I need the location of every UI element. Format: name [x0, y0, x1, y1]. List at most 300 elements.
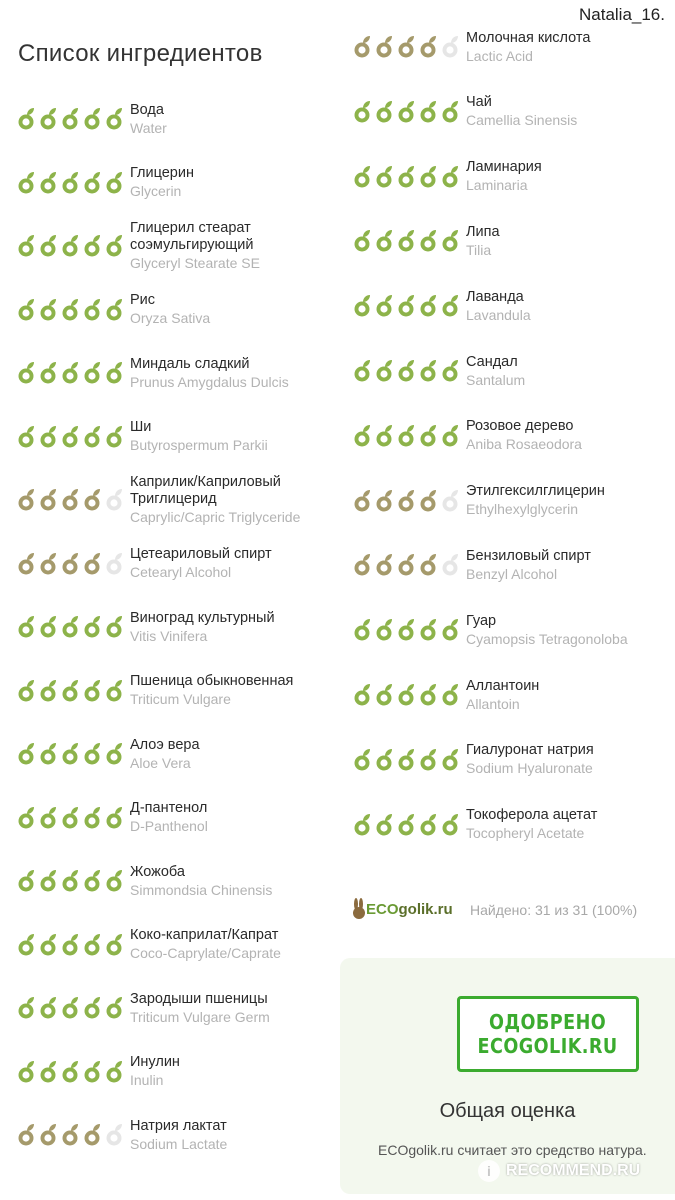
leaf-icon: [60, 615, 81, 639]
leaf-icon: [16, 298, 37, 322]
leaf-icon: [60, 425, 81, 449]
ingredient-name-latin: Glycerin: [130, 183, 182, 199]
ingredient-item[interactable]: [352, 548, 675, 583]
leaf-icon: [104, 298, 125, 322]
ingredient-rating: [352, 294, 466, 318]
leaf-icon: [104, 488, 125, 512]
leaf-icon: [60, 488, 81, 512]
ingredient-names: [466, 613, 628, 648]
leaf-icon: [82, 933, 103, 957]
ingredient-names: [466, 548, 591, 583]
leaf-icon: [60, 107, 81, 131]
ingredient-name-ru: Коко-каприлат/Капрат: [130, 927, 279, 943]
leaf-icon: [352, 100, 373, 124]
leaf-icon: [396, 359, 417, 383]
ingredient-name-ru: Чай: [466, 94, 492, 111]
leaf-icon: [440, 813, 461, 837]
page-title: Список ингредиентов: [18, 40, 263, 67]
ingredient-rating: [352, 359, 466, 383]
ingredient-name-ru: Гуар: [466, 612, 497, 629]
leaf-icon: [38, 171, 59, 195]
logo-eco-text: ECO: [366, 900, 399, 918]
leaf-icon: [82, 234, 103, 258]
ingredient-item[interactable]: [16, 220, 346, 272]
leaf-icon: [440, 424, 461, 448]
ecogolik-logo[interactable]: [352, 898, 453, 920]
ingredient-item[interactable]: [352, 742, 675, 777]
ingredient-name-ru: Розовое дерево: [466, 418, 574, 435]
leaf-icon: [396, 229, 417, 253]
leaf-icon: [38, 1123, 59, 1147]
leaf-icon: [16, 996, 37, 1020]
leaf-icon: [104, 679, 125, 703]
ingredient-names: [466, 807, 597, 842]
rabbit-icon: [352, 898, 366, 920]
ingredient-name-latin: Coco-Caprylate/Caprate: [130, 945, 281, 961]
leaf-icon: [82, 488, 103, 512]
ingredient-item[interactable]: [16, 673, 346, 708]
leaf-icon: [16, 425, 37, 449]
leaf-icon: [396, 165, 417, 189]
leaf-icon: [418, 229, 439, 253]
leaf-icon: [440, 294, 461, 318]
ingredient-names: [130, 927, 281, 962]
ingredient-name-latin: Triticum Vulgare Germ: [130, 1008, 270, 1025]
leaf-icon: [352, 748, 373, 772]
ingredient-name-latin: D-Panthenol: [130, 818, 208, 834]
ingredient-names: [130, 220, 346, 272]
ingredient-item[interactable]: [352, 354, 675, 389]
ingredient-item[interactable]: [16, 292, 346, 327]
ingredient-item[interactable]: [16, 927, 346, 962]
leaf-icon: [82, 1123, 103, 1147]
ingredient-rating: [16, 996, 130, 1020]
leaf-icon: [418, 683, 439, 707]
ingredient-item[interactable]: [16, 474, 346, 526]
leaf-icon: [16, 615, 37, 639]
ingredient-rating: [16, 234, 130, 258]
ingredient-name-latin: Triticum Vulgare: [130, 691, 231, 707]
username: Natalia_16.: [578, 5, 665, 24]
leaf-icon: [396, 683, 417, 707]
leaf-icon: [16, 869, 37, 893]
ingredient-names: [130, 673, 293, 708]
watermark-text: RECOMMEND.RU: [506, 1162, 641, 1179]
leaf-icon: [38, 615, 59, 639]
ingredient-name-latin: Sodium Lactate: [130, 1135, 228, 1152]
ingredient-rating: [16, 869, 130, 893]
ingredient-rating: [352, 489, 466, 513]
ingredient-item[interactable]: [352, 418, 675, 453]
leaf-icon: [440, 489, 461, 513]
ingredient-name-latin: Vitis Vinifera: [130, 627, 208, 644]
ingredient-item[interactable]: [16, 165, 346, 200]
ingredient-names: [130, 102, 167, 137]
leaf-icon: [396, 489, 417, 513]
leaf-icon: [374, 165, 395, 189]
ingredient-names: [466, 742, 594, 777]
ingredient-name-ru: Рис: [130, 292, 156, 308]
leaf-icon: [60, 933, 81, 957]
leaf-icon: [38, 869, 59, 893]
leaf-icon: [418, 359, 439, 383]
ingredient-item[interactable]: [16, 864, 346, 899]
ingredient-item[interactable]: [352, 678, 675, 713]
ingredient-item[interactable]: [16, 356, 346, 391]
ingredient-item[interactable]: [16, 419, 346, 454]
ingredient-name-latin: Camellia Sinensis: [466, 112, 578, 129]
leaf-icon: [82, 361, 103, 385]
ingredient-item[interactable]: [352, 613, 675, 648]
ingredient-name-ru: Жожоба: [130, 863, 185, 880]
leaf-icon: [82, 298, 103, 322]
leaf-icon: [352, 553, 373, 577]
leaf-icon: [440, 229, 461, 253]
leaf-icon: [82, 552, 103, 576]
leaf-icon: [16, 679, 37, 703]
ingredient-names: [466, 289, 531, 324]
ingredient-rating: [352, 683, 466, 707]
ingredient-name-latin: Aniba Rosaeodora: [466, 436, 582, 453]
ingredient-item[interactable]: [352, 483, 675, 518]
leaf-icon: [352, 683, 373, 707]
leaf-icon: [60, 171, 81, 195]
leaf-icon: [60, 1123, 81, 1147]
ingredient-rating: [352, 618, 466, 642]
ingredient-names: [130, 474, 346, 526]
leaf-icon: [374, 294, 395, 318]
leaf-icon: [16, 933, 37, 957]
ingredient-names: [466, 224, 500, 259]
leaf-icon: [104, 234, 125, 258]
leaf-icon: [104, 742, 125, 766]
ingredient-item[interactable]: [352, 807, 675, 842]
ingredient-rating: [352, 748, 466, 772]
ingredient-names: [130, 800, 208, 835]
ingredient-item[interactable]: [16, 102, 346, 137]
leaf-icon: [352, 489, 373, 513]
ingredient-rating: [16, 488, 130, 512]
ingredient-name-latin: Allantoin: [466, 695, 520, 712]
leaf-icon: [418, 748, 439, 772]
leaf-icon: [16, 806, 37, 830]
leaf-icon: [374, 553, 395, 577]
leaf-icon: [16, 552, 37, 576]
leaf-icon: [38, 933, 59, 957]
ingredient-name-ru: Молочная кислота: [466, 29, 591, 46]
ingredient-names: [130, 1054, 180, 1089]
leaf-icon: [104, 869, 125, 893]
leaf-icon: [374, 359, 395, 383]
leaf-icon: [60, 996, 81, 1020]
leaf-icon: [60, 1060, 81, 1084]
ingredient-item[interactable]: [352, 289, 675, 324]
leaf-icon: [104, 107, 125, 131]
ingredient-name-latin: Cetearyl Alcohol: [130, 564, 232, 580]
found-count: Найдено: 31 из 31 (100%): [470, 902, 638, 918]
ingredient-name-ru: Ламинария: [466, 159, 542, 176]
leaf-icon: [60, 869, 81, 893]
leaf-icon: [38, 298, 59, 322]
leaf-icon: [418, 35, 439, 59]
leaf-icon: [440, 553, 461, 577]
ingredient-name-latin: Aloe Vera: [130, 754, 191, 771]
ingredient-item[interactable]: [16, 991, 346, 1026]
leaf-icon: [16, 742, 37, 766]
ingredient-names: [130, 1118, 227, 1153]
ingredient-names: [130, 991, 270, 1026]
leaf-icon: [418, 618, 439, 642]
ingredient-name-ru: Зародыши пшеницы: [130, 990, 268, 1007]
ingredient-name-latin: Benzyl Alcohol: [466, 565, 558, 582]
ingredient-names: [466, 418, 582, 453]
ingredient-name-ru: Цетеариловый спирт: [130, 546, 272, 562]
leaf-icon: [60, 552, 81, 576]
leaf-icon: [60, 679, 81, 703]
ingredient-rating: [16, 361, 130, 385]
ingredient-rating: [16, 1123, 130, 1147]
ingredient-name-latin: Lactic Acid: [466, 47, 533, 64]
ingredient-rating: [16, 806, 130, 830]
leaf-icon: [440, 100, 461, 124]
ingredient-names: [130, 419, 268, 454]
ingredient-name-latin: Laminaria: [466, 177, 528, 194]
ingredient-item[interactable]: [352, 30, 675, 65]
leaf-icon: [104, 1123, 125, 1147]
ingredient-name-latin: Tilia: [466, 241, 492, 258]
leaf-icon: [352, 813, 373, 837]
ingredient-name-ru: Вода: [130, 101, 164, 118]
ingredient-name-latin: Butyrospermum Parkii: [130, 437, 268, 453]
ingredient-names: [130, 356, 289, 391]
ingredient-rating: [352, 553, 466, 577]
ingredient-name-latin: Lavandula: [466, 306, 531, 323]
ingredient-name-latin: Tocopheryl Acetate: [466, 825, 585, 842]
ingredient-rating: [352, 229, 466, 253]
leaf-icon: [440, 165, 461, 189]
ingredient-name-latin: Caprylic/Capric Triglyceride: [130, 509, 301, 525]
leaf-icon: [352, 424, 373, 448]
leaf-icon: [374, 100, 395, 124]
ingredient-item[interactable]: [16, 737, 346, 772]
ingredient-names: [466, 30, 590, 65]
leaf-icon: [82, 1060, 103, 1084]
ingredient-names: [130, 737, 200, 772]
ingredient-rating: [16, 171, 130, 195]
leaf-icon: [374, 424, 395, 448]
ingredient-item[interactable]: [352, 94, 675, 129]
leaf-icon: [38, 996, 59, 1020]
ingredient-item[interactable]: [16, 610, 346, 645]
leaf-icon: [396, 618, 417, 642]
ingredient-name-latin: Water: [130, 119, 167, 136]
watermark-icon: i: [478, 1160, 500, 1182]
ingredient-name-latin: Glyceryl Stearate SE: [130, 255, 260, 271]
recommend-watermark: [478, 1160, 640, 1182]
leaf-icon: [396, 294, 417, 318]
overall-rating-heading: Общая оценка: [439, 1100, 576, 1122]
leaf-icon: [418, 165, 439, 189]
leaf-icon: [60, 742, 81, 766]
ingredient-name-ru: Д-пантенол: [130, 800, 208, 816]
stamp-line-1: ОДОБРЕНО: [489, 1010, 607, 1034]
leaf-icon: [38, 425, 59, 449]
ingredient-name-latin: Oryza Sativa: [130, 310, 211, 326]
leaf-icon: [396, 553, 417, 577]
ingredient-name-latin: Inulin: [130, 1072, 164, 1088]
ingredient-rating: [16, 107, 130, 131]
leaf-icon: [352, 229, 373, 253]
ingredient-rating: [352, 813, 466, 837]
leaf-icon: [82, 869, 103, 893]
stamp-line-2: ECOGOLIK.RU: [477, 1034, 619, 1058]
ingredient-names: [130, 864, 272, 899]
leaf-icon: [352, 294, 373, 318]
leaf-icon: [440, 618, 461, 642]
ingredient-name-latin: Sodium Hyaluronate: [466, 760, 593, 777]
ingredient-name-ru: Инулин: [130, 1054, 180, 1070]
ingredient-name-ru: Лаванда: [466, 288, 524, 305]
leaf-icon: [352, 165, 373, 189]
ingredient-rating: [352, 165, 466, 189]
ingredient-item[interactable]: [352, 159, 675, 194]
ingredient-rating: [16, 679, 130, 703]
leaf-icon: [60, 806, 81, 830]
leaf-icon: [38, 361, 59, 385]
leaf-icon: [352, 35, 373, 59]
leaf-icon: [374, 683, 395, 707]
leaf-icon: [418, 553, 439, 577]
ingredient-name-ru: Токоферола ацетат: [466, 807, 598, 824]
ingredient-rating: [352, 424, 466, 448]
ingredient-name-ru: Глицерил стеарат соэмульгирующий: [130, 220, 254, 253]
ingredient-item[interactable]: [16, 1054, 346, 1089]
ingredient-names: [130, 610, 275, 645]
leaf-icon: [104, 996, 125, 1020]
leaf-icon: [38, 679, 59, 703]
leaf-icon: [82, 425, 103, 449]
ingredient-item[interactable]: [16, 546, 346, 581]
leaf-icon: [104, 1060, 125, 1084]
leaf-icon: [16, 1060, 37, 1084]
leaf-icon: [374, 35, 395, 59]
ingredient-rating: [16, 615, 130, 639]
leaf-icon: [104, 171, 125, 195]
ingredient-rating: [16, 552, 130, 576]
leaf-icon: [104, 933, 125, 957]
leaf-icon: [38, 806, 59, 830]
leaf-icon: [374, 813, 395, 837]
logo-golik-text: golik.ru: [398, 900, 453, 918]
ingredient-name-ru: Миндаль сладкий: [130, 355, 250, 372]
leaf-icon: [104, 425, 125, 449]
leaf-icon: [82, 806, 103, 830]
ingredient-name-latin: Prunus Amygdalus Dulcis: [130, 373, 289, 390]
ingredient-rating: [16, 298, 130, 322]
ingredient-names: [466, 354, 525, 389]
ingredient-names: [130, 165, 194, 200]
leaf-icon: [38, 488, 59, 512]
ingredient-item[interactable]: [16, 1118, 346, 1153]
ingredient-name-latin: Santalum: [466, 371, 526, 388]
leaf-icon: [374, 489, 395, 513]
leaf-icon: [82, 107, 103, 131]
leaf-icon: [104, 552, 125, 576]
ingredient-rating: [352, 35, 466, 59]
summary-panel: [340, 958, 675, 1194]
leaf-icon: [374, 618, 395, 642]
ingredient-name-ru: Алоэ вера: [130, 736, 200, 753]
ingredient-name-ru: Натрия лактат: [130, 1117, 227, 1134]
ingredient-rating: [16, 425, 130, 449]
leaf-icon: [396, 748, 417, 772]
ingredient-names: [466, 159, 542, 194]
ingredient-name-ru: Ши: [130, 419, 152, 435]
leaf-icon: [418, 424, 439, 448]
ingredient-item[interactable]: [16, 800, 346, 835]
ingredient-name-ru: Виноград культурный: [130, 609, 275, 626]
leaf-icon: [440, 748, 461, 772]
ingredient-name-ru: Глицерин: [130, 165, 194, 181]
leaf-icon: [38, 552, 59, 576]
leaf-icon: [16, 361, 37, 385]
leaf-icon: [104, 361, 125, 385]
ingredient-name-ru: Аллантоин: [466, 677, 540, 694]
leaf-icon: [60, 234, 81, 258]
leaf-icon: [16, 488, 37, 512]
leaf-icon: [374, 229, 395, 253]
leaf-icon: [82, 171, 103, 195]
ingredient-item[interactable]: [352, 224, 675, 259]
leaf-icon: [16, 1123, 37, 1147]
leaf-icon: [418, 813, 439, 837]
ingredient-name-latin: Cyamopsis Tetragonoloba: [466, 630, 628, 647]
ingredient-rating: [16, 1060, 130, 1084]
leaf-icon: [440, 359, 461, 383]
ingredient-name-ru: Этилгексилглицерин: [466, 483, 605, 500]
leaf-icon: [396, 813, 417, 837]
ingredient-names: [466, 678, 539, 713]
leaf-icon: [60, 298, 81, 322]
ingredient-names: [466, 94, 577, 129]
ingredient-names: [130, 292, 210, 327]
ingredient-names: [466, 483, 605, 518]
ingredient-name-latin: Simmondsia Chinensis: [130, 881, 273, 898]
leaf-icon: [82, 679, 103, 703]
leaf-icon: [38, 1060, 59, 1084]
leaf-icon: [352, 359, 373, 383]
leaf-icon: [82, 996, 103, 1020]
leaf-icon: [82, 742, 103, 766]
leaf-icon: [16, 234, 37, 258]
leaf-icon: [396, 100, 417, 124]
leaf-icon: [440, 683, 461, 707]
leaf-icon: [418, 294, 439, 318]
ingredient-name-ru: Гиалуронат натрия: [466, 742, 594, 759]
ingredient-name-latin: Ethylhexylglycerin: [466, 501, 579, 518]
ingredient-name-ru: Пшеница обыкновенная: [130, 673, 294, 689]
ingredient-name-ru: Каприлик/Каприловый Триглицерид: [130, 474, 281, 507]
ingredient-name-ru: Сандал: [466, 353, 518, 370]
approved-stamp: [457, 996, 639, 1072]
leaf-icon: [396, 35, 417, 59]
ingredient-name-ru: Липа: [466, 223, 500, 240]
leaf-icon: [82, 615, 103, 639]
leaf-icon: [396, 424, 417, 448]
leaf-icon: [60, 361, 81, 385]
ingredient-name-ru: Бензиловый спирт: [466, 547, 591, 564]
ingredient-rating: [352, 100, 466, 124]
